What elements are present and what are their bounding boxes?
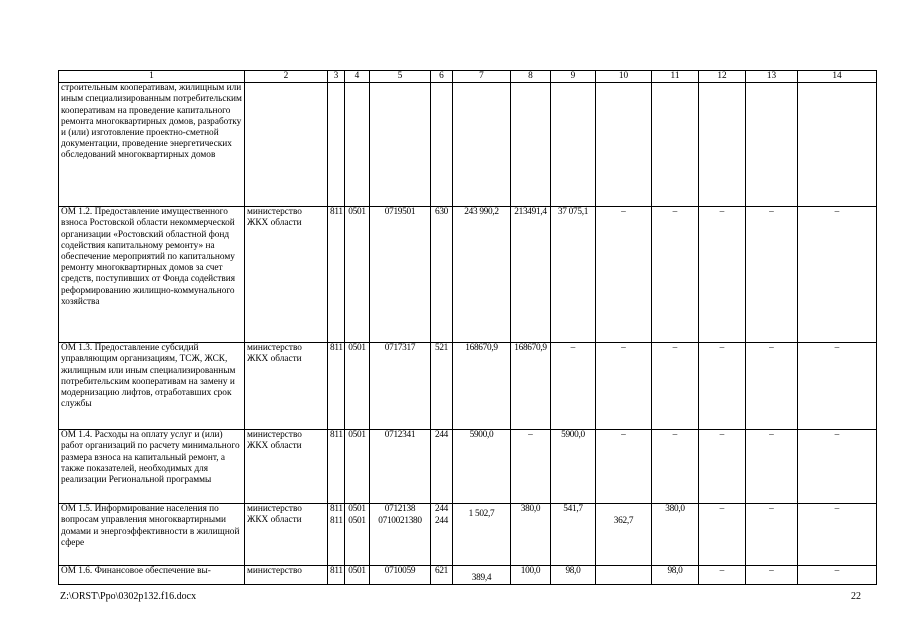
page-number: 22 [851, 591, 861, 602]
cell [699, 83, 746, 207]
budget-table-page [58, 70, 877, 585]
cell: 0501 [345, 207, 370, 343]
executor-cell [245, 83, 328, 207]
cell: 0501 [345, 566, 370, 585]
cell: 630 [431, 207, 453, 343]
cell [370, 504, 431, 566]
cell: – [798, 504, 877, 566]
column-header: 2 [245, 71, 328, 83]
cell: – [596, 343, 652, 430]
cell: – [652, 430, 699, 504]
column-header: 11 [652, 71, 699, 83]
cell-line: 0501 [348, 504, 366, 515]
cell: – [746, 566, 798, 585]
measure-name-cell: ОМ 1.6. Финансовое обеспечение вы- [59, 566, 245, 585]
executor-cell: министерство [245, 566, 328, 585]
cell-line: 0712138 [384, 504, 416, 515]
table-row [59, 343, 877, 430]
cell [370, 83, 431, 207]
cell [596, 504, 652, 566]
cell [431, 83, 453, 207]
cell: – [746, 504, 798, 566]
cell: 0710059 [370, 566, 431, 585]
cell-line: 0501 [348, 516, 366, 527]
cell-line: 244 [434, 504, 449, 515]
cell: 811 [328, 430, 345, 504]
cell [798, 83, 877, 207]
cell: 0719501 [370, 207, 431, 343]
cell: 811 [328, 343, 345, 430]
cell [596, 566, 652, 585]
column-header: 10 [596, 71, 652, 83]
cell-line: 811 [330, 516, 343, 527]
cell [511, 83, 551, 207]
cell: 243 990,2 [453, 207, 511, 343]
cell: – [746, 343, 798, 430]
cell-line: 811 [330, 504, 343, 515]
cell [345, 83, 370, 207]
cell [328, 83, 345, 207]
cell: – [596, 207, 652, 343]
cell: 621 [431, 566, 453, 585]
budget-table [58, 70, 877, 585]
cell: 244 [431, 430, 453, 504]
cell: 541,7 [551, 504, 596, 566]
cell-line: 244 [434, 516, 449, 527]
cell: – [798, 566, 877, 585]
cell: – [746, 207, 798, 343]
cell [345, 504, 370, 566]
column-header: 8 [511, 71, 551, 83]
column-header: 4 [345, 71, 370, 83]
measure-name-cell: ОМ 1.5. Информирование населения по вопросам управления многоквартирными домами и энергоэффективности в жилищной сфере [59, 504, 245, 566]
cell [453, 83, 511, 207]
cell: – [652, 343, 699, 430]
cell [652, 83, 699, 207]
cell: 37 075,1 [551, 207, 596, 343]
table-row [59, 504, 877, 566]
cell: 811 [328, 566, 345, 585]
measure-name-cell: ОМ 1.4. Расходы на оплату услуг и (или) работ организаций по расчету минимального размера взноса на капитальный ремонт, а также показателей, необходимых для реализации Региональной программы [59, 430, 245, 504]
measure-name-cell: ОМ 1.2. Предоставление имущественного взноса Ростовской области некоммерческой организации «Ростовский областной фонд содействия капитальному ремонту» на обеспечение мероприятий по капитальному ремонту многоквартирных домов за счет средств, поступивших от Фонда содействия реформированию жилищно-коммунального хозяйства [59, 207, 245, 343]
table-row [59, 207, 877, 343]
executor-cell: министерство ЖКХ области [245, 207, 328, 343]
cell: – [596, 430, 652, 504]
cell: 0501 [345, 430, 370, 504]
cell: – [798, 343, 877, 430]
column-header: 9 [551, 71, 596, 83]
column-header: 3 [328, 71, 345, 83]
cell: 0501 [345, 343, 370, 430]
cell [453, 566, 511, 585]
cell: 168670,9 [453, 343, 511, 430]
cell [551, 83, 596, 207]
cell: – [699, 430, 746, 504]
cell: 0717317 [370, 343, 431, 430]
cell: – [699, 566, 746, 585]
measure-name-cell: ОМ 1.3. Предоставление субсидий управляющим организациям, ТСЖ, ЖСК, жилищным или иным специализированным потребительским кооперативам на замену и модернизацию лифтов, отработавших срок службы [59, 343, 245, 430]
cell: – [652, 207, 699, 343]
cell: 380,0 [511, 504, 551, 566]
executor-cell: министерство ЖКХ области [245, 343, 328, 430]
cell [746, 83, 798, 207]
cell: – [746, 430, 798, 504]
cell [453, 504, 511, 566]
column-header: 6 [431, 71, 453, 83]
cell: 98,0 [652, 566, 699, 585]
cell-value: 362,7 [613, 516, 634, 527]
cell: – [798, 207, 877, 343]
column-header: 1 [59, 71, 245, 83]
cell: – [551, 343, 596, 430]
cell: 0712341 [370, 430, 431, 504]
document-path: Z:\ORST\Ppo\0302p132.f16.docx [60, 591, 197, 602]
cell-value: 389,4 [471, 573, 492, 584]
cell: 521 [431, 343, 453, 430]
cell [431, 504, 453, 566]
cell: 380,0 [652, 504, 699, 566]
cell: 100,0 [511, 566, 551, 585]
cell: 5900,0 [453, 430, 511, 504]
cell-value: 1 502,7 [468, 509, 495, 520]
table-header-row [59, 71, 877, 83]
cell: 5900,0 [551, 430, 596, 504]
cell: – [699, 343, 746, 430]
cell: 168670,9 [511, 343, 551, 430]
cell-line: 0710021380 [378, 516, 422, 527]
cell [596, 83, 652, 207]
column-header: 7 [453, 71, 511, 83]
table-row [59, 430, 877, 504]
table-row [59, 566, 877, 585]
column-header: 14 [798, 71, 877, 83]
measure-name-cell: строительным кооперативам, жилищным или иным специализированным потребительским кооперативам на проведение капитального ремонта многоквартирных домов, разработку и (или) изготовление проектно-сметной документации, проведение энергетических обследований многоквартирных домов [59, 83, 245, 207]
cell: – [699, 207, 746, 343]
executor-cell: министерство ЖКХ области [245, 504, 328, 566]
column-header: 12 [699, 71, 746, 83]
cell: 213491,4 [511, 207, 551, 343]
cell: – [798, 430, 877, 504]
table-row [59, 83, 877, 207]
cell: 811 [328, 207, 345, 343]
column-header: 5 [370, 71, 431, 83]
executor-cell: министерство ЖКХ области [245, 430, 328, 504]
cell: – [699, 504, 746, 566]
cell: – [511, 430, 551, 504]
cell: 98,0 [551, 566, 596, 585]
cell [328, 504, 345, 566]
column-header: 13 [746, 71, 798, 83]
